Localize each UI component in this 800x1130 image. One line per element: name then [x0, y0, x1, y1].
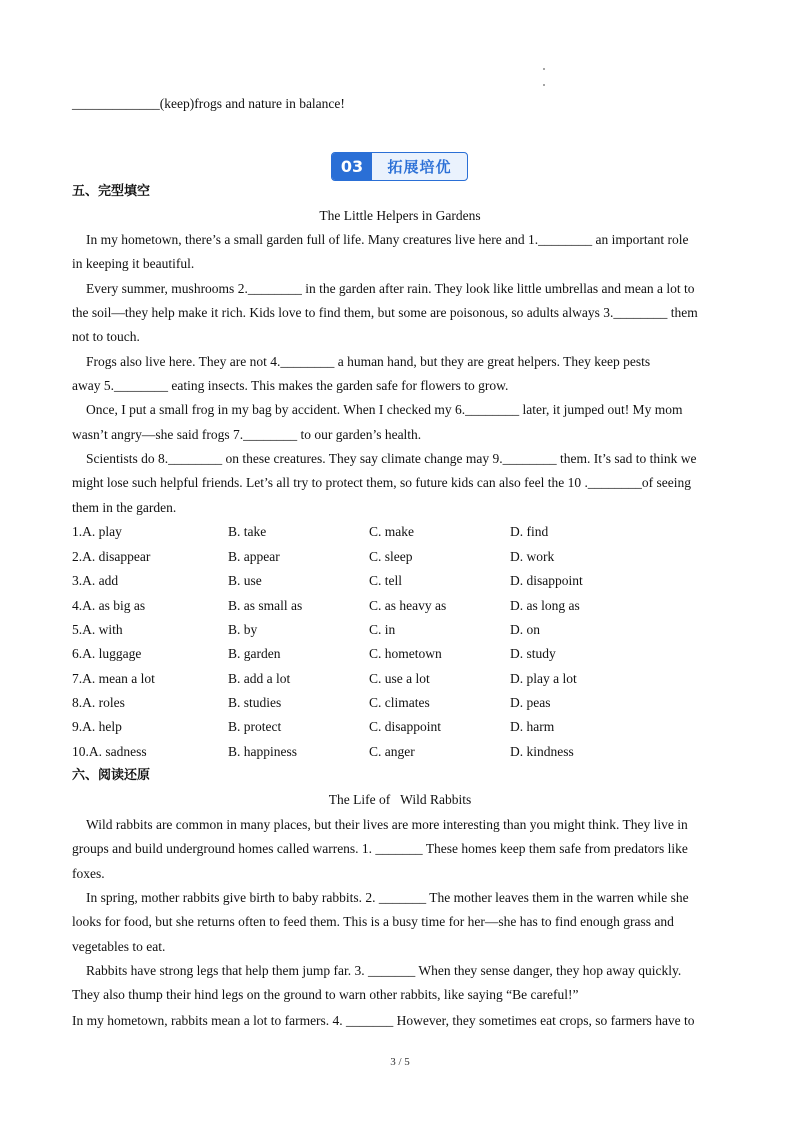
- option-b: B. appear: [228, 549, 280, 564]
- carryover-line: _____________(keep)frogs and nature in balance!: [72, 96, 345, 111]
- option-b: B. garden: [228, 646, 281, 661]
- option-b: B. take: [228, 524, 267, 539]
- option-d: D. as long as: [510, 598, 580, 613]
- option-b: B. protect: [228, 719, 282, 734]
- passage-line: in keeping it beautiful.: [72, 256, 195, 271]
- option-c: C. climates: [369, 695, 430, 710]
- option-c: C. as heavy as: [369, 598, 447, 613]
- option-d: D. peas: [510, 695, 551, 710]
- scan-mark: [543, 68, 545, 70]
- passage-line: might lose such helpful friends. Let’s all try to protect them, so future kids can also feel the 10 .________of seeing: [72, 475, 691, 490]
- option-d: D. on: [510, 622, 540, 637]
- option-a: 2.A. disappear: [72, 549, 151, 564]
- passage-line: them in the garden.: [72, 500, 177, 515]
- option-a: 6.A. luggage: [72, 646, 142, 661]
- section5-title: The Little Helpers in Gardens: [319, 208, 481, 223]
- passage-line: Every summer, mushrooms 2.________ in the garden after rain. They look like little umbrellas and mean a lot to: [86, 281, 695, 296]
- option-c: C. make: [369, 524, 414, 539]
- option-a: 5.A. with: [72, 622, 123, 637]
- option-d: D. disappoint: [510, 573, 583, 588]
- passage-line: Once, I put a small frog in my bag by accident. When I checked my 6.________ later, it jumped out! My mom: [86, 402, 683, 417]
- passage-line: foxes.: [72, 866, 105, 881]
- option-d: D. harm: [510, 719, 555, 734]
- option-c: C. disappoint: [369, 719, 442, 734]
- passage-line: wasn’t angry—she said frogs 7.________ to our garden’s health.: [72, 427, 422, 442]
- option-c: C. tell: [369, 573, 402, 588]
- scan-mark: [543, 84, 545, 86]
- option-a: 10.A. sadness: [72, 744, 147, 759]
- passage-line: Scientists do 8.________ on these creatures. They say climate change may 9.________ them. It’s sad to think we: [86, 451, 697, 466]
- option-a: 9.A. help: [72, 719, 122, 734]
- passage-line: Frogs also live here. They are not 4.________ a human hand, but they are great helpers. They keep pests: [86, 354, 651, 369]
- passage-line: Wild rabbits are common in many places, but their lives are more interesting than you might think. They live in: [86, 817, 688, 832]
- option-d: D. study: [510, 646, 556, 661]
- option-b: B. use: [228, 573, 262, 588]
- page-number: 3 / 5: [390, 1056, 410, 1068]
- passage-line: the soil—they help make it rich. Kids love to find them, but some are poisonous, so adults always 3.________ them: [72, 305, 698, 320]
- option-a: 7.A. mean a lot: [72, 671, 155, 686]
- passage-line: not to touch.: [72, 329, 140, 344]
- passage-line: Rabbits have strong legs that help them jump far. 3. _______ When they sense danger, they hop away quickly.: [86, 963, 682, 978]
- option-d: D. kindness: [510, 744, 574, 759]
- passage-line: away 5.________ eating insects. This makes the garden safe for flowers to grow.: [72, 378, 509, 393]
- passage-line: In spring, mother rabbits give birth to baby rabbits. 2. _______ The mother leaves them in the warren while she: [86, 890, 689, 905]
- option-a: 3.A. add: [72, 573, 119, 588]
- option-a: 1.A. play: [72, 524, 122, 539]
- option-a: 4.A. as big as: [72, 598, 146, 613]
- option-b: B. happiness: [228, 744, 297, 759]
- section-badge-number: 03: [332, 153, 372, 180]
- option-c: C. anger: [369, 744, 415, 759]
- option-d: D. find: [510, 524, 549, 539]
- passage-line: In my hometown, there’s a small garden full of life. Many creatures live here and 1.________ an important role: [86, 232, 689, 247]
- option-a: 8.A. roles: [72, 695, 125, 710]
- passage-line: groups and build underground homes called warrens. 1. _______ These homes keep them safe from predators like: [72, 841, 688, 856]
- passage-line: In my hometown, rabbits mean a lot to farmers. 4. _______ However, they sometimes eat crops, so farmers have to: [72, 1013, 695, 1028]
- section5-heading: 五、完型填空: [72, 184, 151, 199]
- section-badge: [331, 152, 468, 181]
- section6-heading: 六、阅读还原: [72, 768, 151, 783]
- option-c: C. in: [369, 622, 396, 637]
- section-badge-label: 拓展培优: [387, 158, 452, 176]
- option-b: B. by: [228, 622, 258, 637]
- option-c: C. hometown: [369, 646, 442, 661]
- option-b: B. studies: [228, 695, 282, 710]
- option-c: C. sleep: [369, 549, 413, 564]
- section6-title: The Life of Wild Rabbits: [328, 792, 472, 807]
- option-d: D. play a lot: [510, 671, 577, 686]
- option-b: B. add a lot: [228, 671, 291, 686]
- option-d: D. work: [510, 549, 555, 564]
- passage-line: They also thump their hind legs on the ground to warn other rabbits, like saying “Be careful!”: [72, 987, 579, 1002]
- option-b: B. as small as: [228, 598, 303, 613]
- passage-line: looks for food, but she returns often to feed them. This is a busy time for her—she has to find enough grass and: [72, 914, 674, 929]
- passage-line: vegetables to eat.: [72, 939, 166, 954]
- option-c: C. use a lot: [369, 671, 430, 686]
